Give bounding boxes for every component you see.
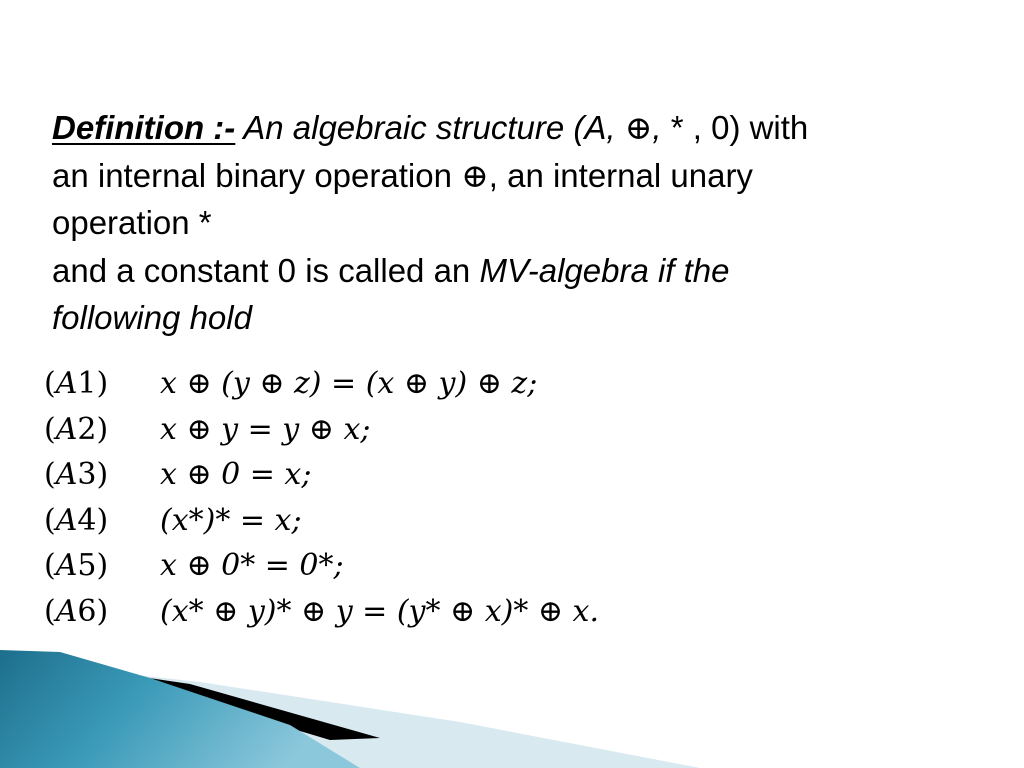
axiom-formula: (x*)* = x;: [160, 502, 302, 538]
binary-operation-text: an internal binary operation: [52, 156, 462, 194]
oplus-symbol: ⊕: [461, 155, 489, 195]
definition-line-5: following hold: [52, 299, 252, 336]
axiom-formula: x ⊕ y = y ⊕ x;: [160, 411, 371, 447]
axiom-label: (A1): [44, 366, 109, 401]
definition-structure-tail: * , 0) with: [661, 109, 809, 146]
axiom-formula: x ⊕ 0* = 0*;: [160, 548, 344, 583]
definition-line-1: [52, 104, 992, 152]
definition-line-2: [52, 152, 992, 200]
axiom-label: (A5): [44, 548, 109, 583]
definition-structure-text: An algebraic structure (A,: [235, 109, 625, 146]
definition-paragraph: [52, 104, 992, 342]
constant-text: and a constant 0 is called an: [52, 251, 480, 289]
axiom-formula: (x* ⊕ y)* ⊕ y = (y* ⊕ x)* ⊕ x.: [160, 593, 599, 629]
definition-comma: ,: [652, 109, 662, 146]
definition-line-4: [52, 247, 992, 295]
definition-label: Definition :-: [52, 109, 236, 146]
wave-blue-band: [0, 650, 360, 768]
axiom-row: [44, 548, 804, 594]
axiom-list: [44, 366, 804, 639]
wave-pale-band: [0, 660, 700, 768]
unary-operation-text: , an internal unary: [488, 156, 753, 194]
axiom-row: [44, 594, 804, 640]
mv-algebra-text: MV-algebra if the: [479, 251, 730, 289]
axiom-label: (A6): [44, 593, 109, 629]
axiom-label: (A4): [44, 502, 109, 538]
wave-black-stripe: [0, 662, 380, 740]
axiom-label: (A2): [44, 411, 109, 447]
axiom-row: [44, 412, 804, 458]
axiom-formula: x ⊕ 0 = x;: [160, 457, 312, 492]
axiom-row: [44, 457, 804, 503]
axiom-formula: x ⊕ (y ⊕ z) = (x ⊕ y) ⊕ z;: [160, 366, 538, 401]
axiom-label: (A3): [44, 457, 109, 492]
definition-line-3: operation *: [52, 204, 212, 241]
oplus-symbol: ⊕: [624, 108, 653, 147]
axiom-row: [44, 366, 804, 412]
axiom-row: [44, 503, 804, 549]
